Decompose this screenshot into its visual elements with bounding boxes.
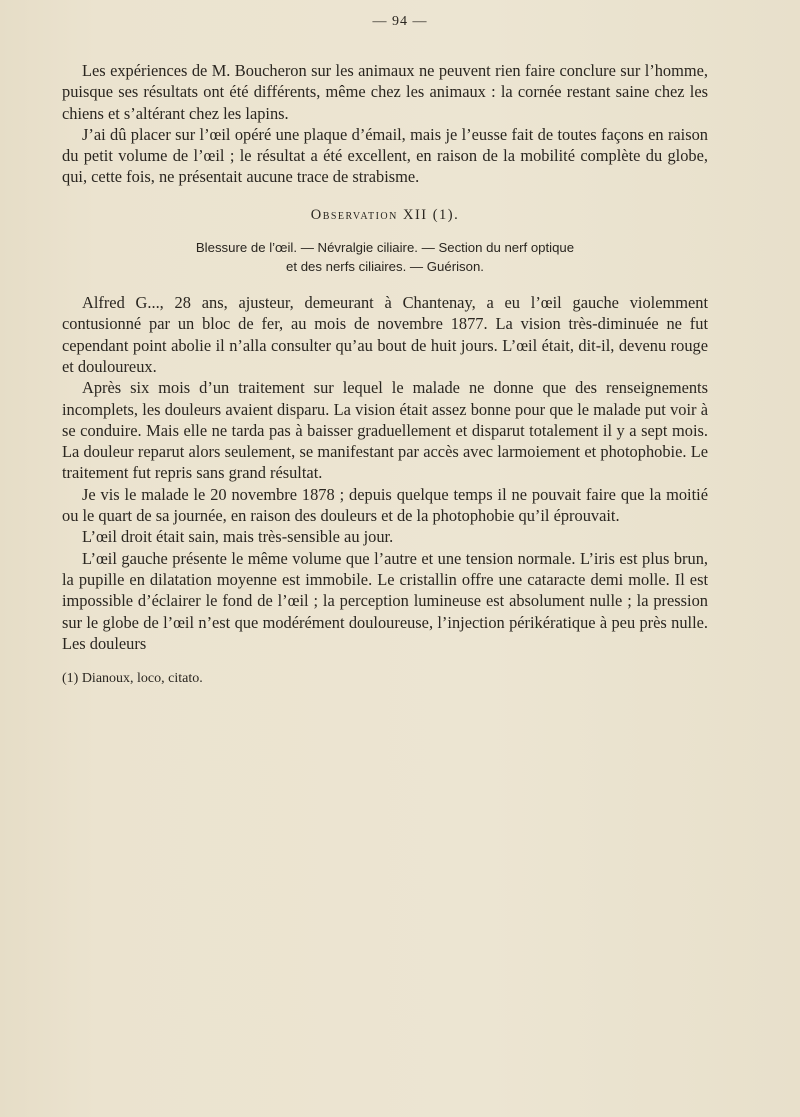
paragraph: J’ai dû placer sur l’œil opéré une plaque d’émail, mais je l’eusse fait de toutes façons en raison du petit volume de l’œil ; le résultat a été excellent, en raison de la mobilité complète du globe, qui, cette fois, ne présentait aucune trace de strabisme.	[62, 124, 708, 187]
paragraph: Je vis le malade le 20 novembre 1878 ; depuis quelque temps il ne pouvait faire que la moitié ou le quart de sa journée, en raison des douleurs et de la photophobie qu’il éprouvait.	[62, 484, 708, 526]
paragraph: L’œil gauche présente le même volume que l’autre et une tension normale. L’iris est plus brun, la pupille en dilatation moyenne est immobile. Le cristallin offre une cataracte demi molle. Il est impossible d’éclairer le fond de l’œil ; la perception lumineuse est absolument nulle ; la pression sur le globe de l’œil n’est que modérément douloureuse, l’injection périkératique à peu près nulle. Les douleurs	[62, 548, 708, 653]
body-text	[62, 60, 708, 689]
observation-subtitle-line: Blessure de l’œil. — Névralgie ciliaire. — Section du nerf optique	[195, 240, 575, 256]
footnote: (1) Dianoux, loco, citato.	[62, 671, 203, 687]
observation-subtitle	[62, 238, 708, 276]
paragraph: Après six mois d’un traitement sur lequel le malade ne donne que des renseignements incomplets, les douleurs avaient disparu. La vision était assez bonne pour que le malade put voir à se conduire. Mais elle ne tarda pas à baisser graduellement et disparut totalement il y a sept mois. La douleur reparut alors seulement, se manifestant par accès avec larmoiement et photophobie. Le traitement fut repris sans grand résultat.	[62, 378, 708, 483]
page-number: — 94 —	[372, 14, 428, 29]
paragraph: L’œil droit était sain, mais très-sensible au jour.	[82, 527, 394, 547]
observation-subtitle-line: et des nerfs ciliaires. — Guérison.	[286, 259, 484, 275]
paragraph: Les expériences de M. Boucheron sur les animaux ne peuvent rien faire conclure sur l’homme, puisque ses résultats ont été différents, même chez les animaux : la cornée restant saine chez les chiens et s’altérant chez les lapins.	[62, 61, 708, 123]
paragraph: Alfred G..., 28 ans, ajusteur, demeurant à Chantenay, a eu l’œil gauche violemment contusionné par un bloc de fer, au mois de novembre 1877. La vision très-diminuée ne fut cependant point abolie il n’alla consulter qu’au bout de huit jours. L’œil était, dit-il, devenu rouge et douloureux.	[62, 293, 708, 376]
observation-title: Observation XII (1).	[310, 206, 460, 223]
